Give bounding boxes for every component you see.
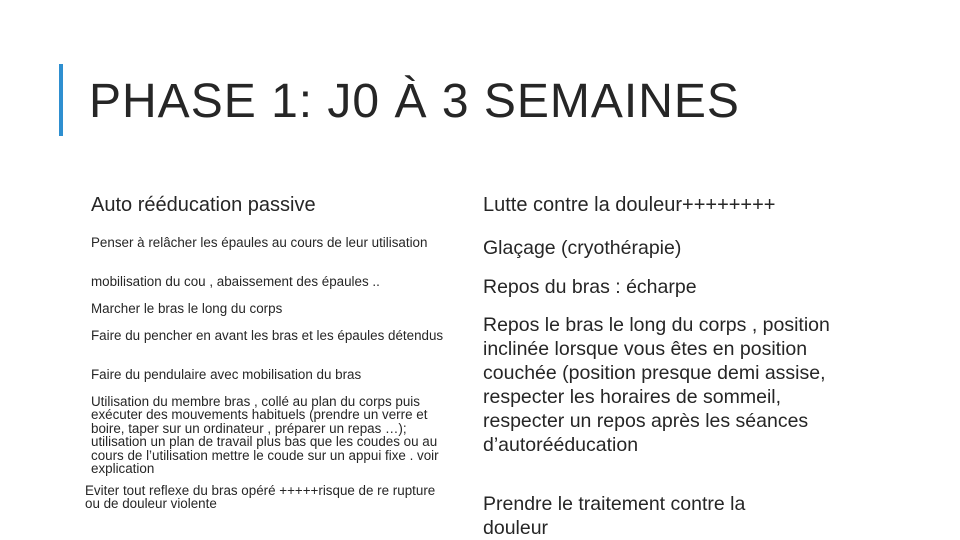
left-list-item: Marcher le bras le long du corps — [91, 301, 283, 316]
slide-title: PHASE 1: J0 À 3 SEMAINES — [89, 75, 740, 128]
right-list-item: Repos du bras : écharpe — [483, 276, 697, 298]
left-column-heading: Auto rééducation passive — [91, 194, 316, 216]
right-list-item: Prendre le traitement contre la douleur — [483, 493, 746, 539]
right-list-item: Repos le bras le long du corps , position inclinée lorsque vous êtes en position couchée (position presque demi assise, respecter les horaires de sommeil, respecter un repos après les séances d’autorééducation — [483, 314, 830, 456]
left-list-item: mobilisation du cou , abaissement des épaules .. — [91, 274, 380, 289]
left-list-item: Faire du pendulaire avec mobilisation du bras — [91, 367, 362, 382]
right-list-item: Glaçage (cryothérapie) — [483, 237, 682, 259]
left-list-item: Faire du pencher en avant les bras et les épaules détendus — [91, 328, 444, 343]
left-list-item: Penser à relâcher les épaules au cours de leur utilisation — [91, 235, 428, 250]
right-column-heading: Lutte contre la douleur++++++++ — [483, 194, 776, 216]
left-list-item: Eviter tout reflexe du bras opéré +++++risque de re rupture ou de douleur violente — [85, 483, 436, 512]
left-list-item: Utilisation du membre bras , collé au plan du corps puis exécuter des mouvements habituels (prendre un verre et boire, taper sur un ordinateur , préparer un repas …); utilisation un plan de travail plus bas que les coudes ou au cours de l’utilisation mettre le coude sur un appui fixe . voir explication — [91, 394, 439, 477]
title-accent-bar — [59, 64, 63, 136]
